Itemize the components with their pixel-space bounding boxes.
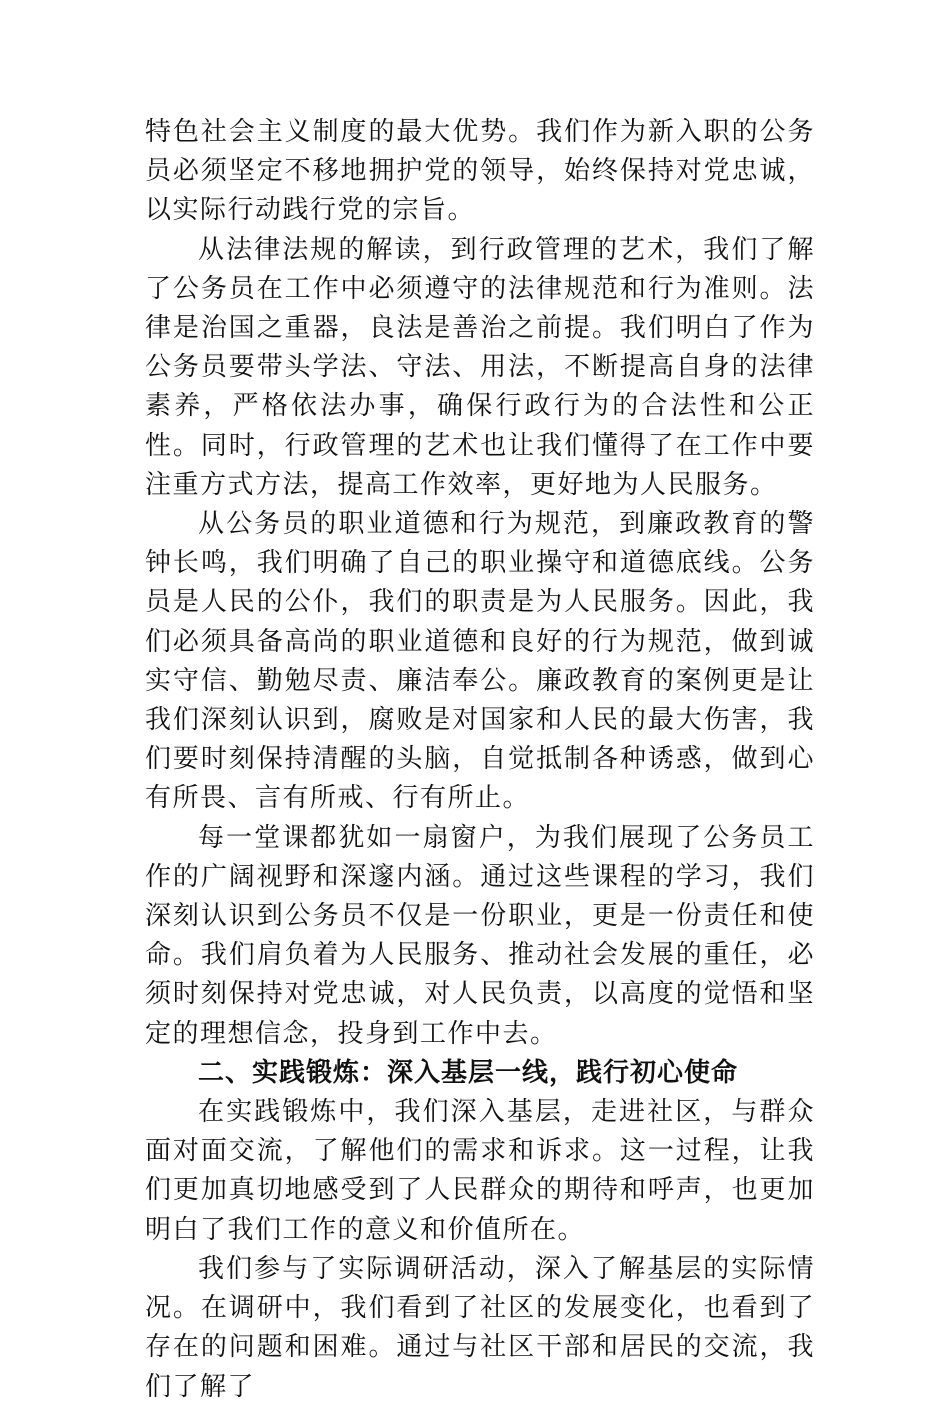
paragraph-continuation: 特色社会主义制度的最大优势。我们作为新入职的公务员必须坚定不移地拥护党的领导，始终保持对党忠诚，以实际行动践行党的宗旨。	[145, 117, 815, 226]
paragraph-grassroots-practice: 在实践锻炼中，我们深入基层，走进社区，与群众面对面交流，了解他们的需求和诉求。这一过程，让我们更加真切地感受到了人民群众的期待和呼声，也更加明白了我们工作的意义和价值所在。	[145, 1097, 815, 1245]
paragraph-ethics-integrity: 从公务员的职业道德和行为规范，到廉政教育的警钟长鸣，我们明确了自己的职业操守和道德底线。公务员是人民的公仆，我们的职责是为人民服务。因此，我们必须具备高尚的职业道德和良好的行为规范，做到诚实守信、勤勉尽责、廉洁奉公。廉政教育的案例更是让我们深刻认识到，腐败是对国家和人民的最大伤害，我们要时刻保持清醒的头脑，自觉抵制各种诱惑，做到心有所畏、言有所戒、行有所止。	[145, 509, 815, 814]
paragraph-law-administration: 从法律法规的解读，到行政管理的艺术，我们了解了公务员在工作中必须遵守的法律规范和行为准则。法律是治国之重器，良法是善治之前提。我们明白了作为公务员要带头学法、守法、用法，不断提高自身的法律素养，严格依法办事，确保行政行为的合法性和公正性。同时，行政管理的艺术也让我们懂得了在工作中要注重方式方法，提高工作效率，更好地为人民服务。	[145, 234, 815, 500]
paragraph-course-reflection: 每一堂课都犹如一扇窗户，为我们展现了公务员工作的广阔视野和深邃内涵。通过这些课程的学习，我们深刻认识到公务员不仅是一份职业，更是一份责任和使命。我们肩负着为人民服务、推动社会发展的重任，必须时刻保持对党忠诚，对人民负责，以高度的觉悟和坚定的理想信念，投身到工作中去。	[145, 822, 815, 1049]
document-body	[145, 113, 815, 1407]
paragraph-field-research: 我们参与了实际调研活动，深入了解基层的实际情况。在调研中，我们看到了社区的发展变化，也看到了存在的问题和困难。通过与社区干部和居民的交流，我们了解了	[145, 1253, 815, 1402]
section-heading-practice: 二、实践锻炼：深入基层一线，践行初心使命	[198, 1057, 739, 1088]
